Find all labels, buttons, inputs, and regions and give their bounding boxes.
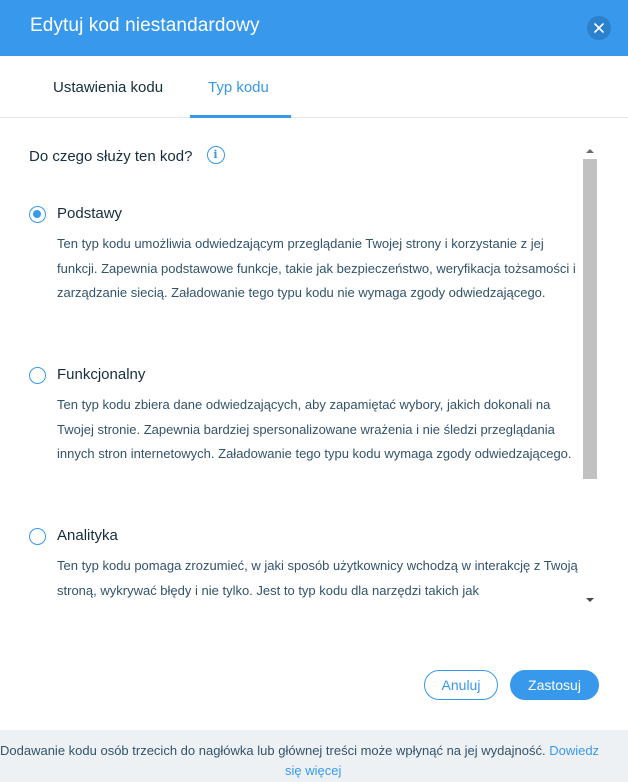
radio-essential[interactable]	[29, 206, 46, 223]
apply-button[interactable]: Zastosuj	[510, 670, 599, 700]
performance-notice-text: Dodawanie kodu osób trzecich do nagłówka lub głównej treści może wpłynąć na jej wydajność.	[0, 743, 546, 758]
dialog-header	[0, 0, 628, 56]
cancel-button[interactable]: Anuluj	[424, 670, 498, 700]
close-icon	[594, 23, 604, 33]
scroll-down-arrow-icon[interactable]	[586, 598, 594, 602]
dialog-title: Edytuj kod niestandardowy	[30, 15, 260, 36]
option-label-analytics[interactable]: Analityka	[57, 527, 118, 544]
learn-more-link-part2[interactable]: się więcej	[285, 763, 342, 778]
option-description-functional: Ten typ kodu zbiera dane odwiedzających, aby zapamiętać wybory, jakich dokonali na Twojej stronie. Zapewnia bardziej spersonalizowane wrażenia i nie śledzi przeglądania innych stron internetowych. Załadowanie tego typu kodu wymaga zgody odwiedzającego.	[57, 397, 572, 461]
option-label-essential[interactable]: Podstawy	[57, 205, 123, 222]
active-tab-indicator	[190, 115, 291, 118]
radio-functional[interactable]	[29, 367, 46, 384]
performance-notice	[0, 730, 628, 782]
learn-more-link-part1[interactable]: Dowiedz	[549, 743, 600, 758]
option-description-analytics: Ten typ kodu pomaga zrozumieć, w jaki sposób użytkownicy wchodzą w interakcję z Twoją stroną, wykrywać błędy i nie tylko. Jest to typ kodu dla narzędzi takich jak	[57, 558, 578, 598]
radio-analytics[interactable]	[29, 528, 46, 545]
code-type-panel	[0, 119, 628, 609]
info-icon[interactable]	[207, 146, 225, 164]
tab-bar	[0, 56, 628, 118]
close-button[interactable]	[587, 16, 611, 40]
scrollbar-thumb[interactable]	[583, 159, 597, 479]
tab-code-settings[interactable]: Ustawienia kodu	[53, 79, 164, 96]
performance-notice-text-line	[0, 741, 628, 761]
tab-code-type[interactable]: Typ kodu	[208, 79, 269, 96]
scrollbar[interactable]	[582, 144, 598, 609]
info-icon-glyph: i	[213, 148, 218, 161]
option-description-essential: Ten typ kodu umożliwia odwiedzającym przeglądanie Twojej strony i korzystanie z jej funkcji. Zapewnia podstawowe funkcje, takie jak bezpieczeństwo, weryfikacja tożsamości i zarządzanie siecią. Załadowanie tego typu kodu nie wymaga zgody odwiedzającego.	[57, 236, 576, 300]
option-label-functional[interactable]: Funkcjonalny	[57, 366, 146, 383]
scroll-up-arrow-icon[interactable]	[586, 149, 594, 153]
code-purpose-question: Do czego służy ten kod?	[29, 148, 193, 165]
